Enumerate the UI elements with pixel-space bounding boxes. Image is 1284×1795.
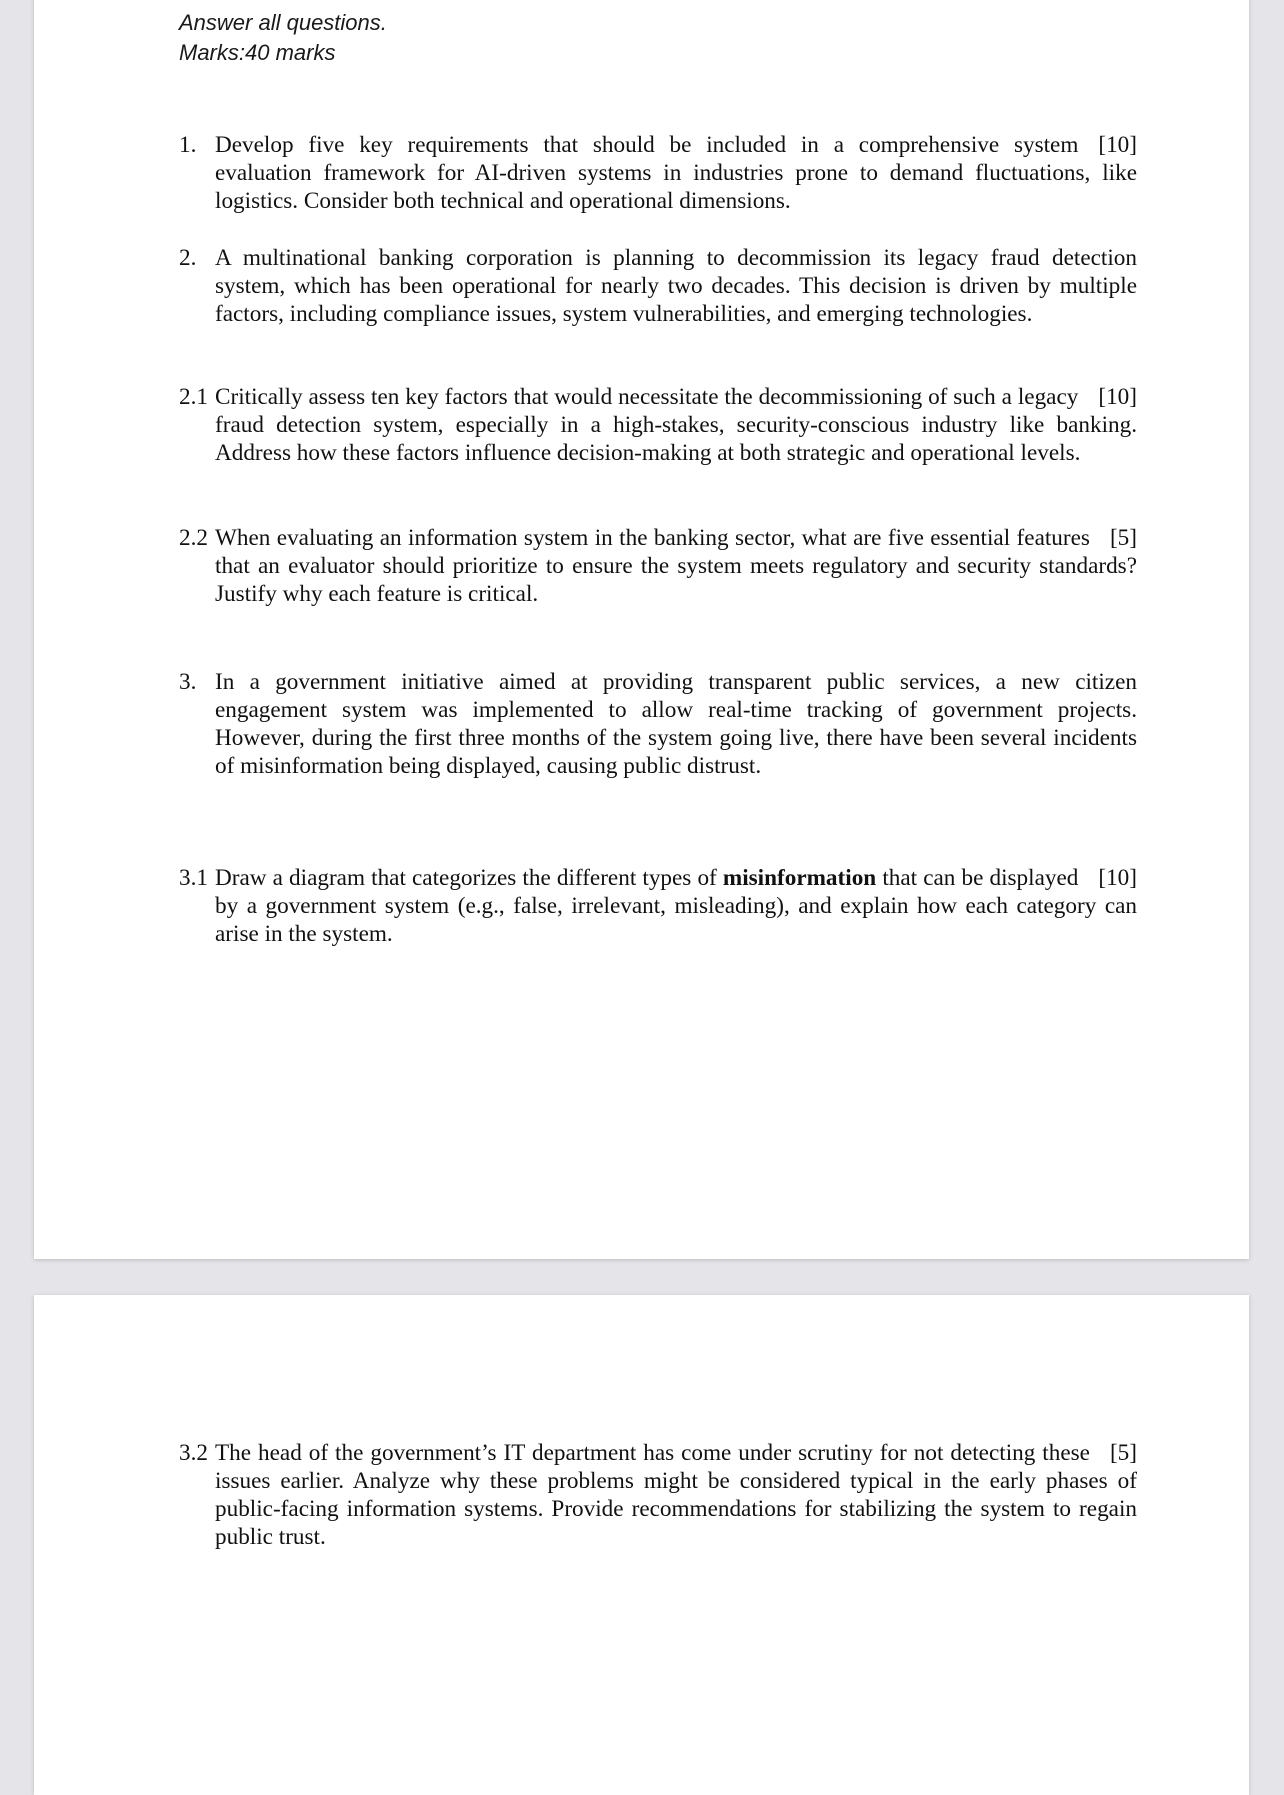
question-text: that can be displayed by a government system (e.g., false, irrelevant, misleading), and explain how each category can arise in the system. (215, 865, 1137, 947)
question-3-2 (179, 1439, 1137, 1551)
question-number: 1. (179, 132, 197, 158)
total-marks-text: Marks:40 marks (179, 40, 336, 65)
instructions-text: Answer all questions. (179, 10, 387, 35)
question-text: The head of the government’s IT department has come under scrutiny for not detecting these issues earlier. Analyze why these problems might be considered typical in the early phases of public-facing information systems. Provide recommendations for stabilizing the system to regain public trust. (215, 1440, 1137, 1550)
question-number: 2. (179, 245, 197, 271)
question-text: When evaluating an information system in the banking sector, what are five essential features that an evaluator should prioritize to ensure the system meets regulatory and security standards? Justify why each feature is critical. (215, 525, 1137, 607)
question-marks: [5] (1109, 525, 1137, 551)
question-2-1 (179, 383, 1137, 467)
question-2-2 (179, 524, 1137, 608)
question-text: Critically assess ten key factors that would necessitate the decommissioning of such a legacy fraud detection system, especially in a high-stakes, security-conscious industry like banking. Address how these factors influence decision-making at both strategic and operational levels. (215, 384, 1137, 466)
question-1 (179, 131, 1137, 215)
question-text-emphasis: misinformation (722, 865, 877, 891)
document-page-2 (34, 1295, 1249, 1795)
question-text: In a government initiative aimed at providing transparent public services, a new citizen engagement system was implemented to allow real-time tracking of government projects. However, during the first three months of the system going live, there have been several incidents of misinformation being displayed, causing public distrust. (215, 669, 1137, 779)
question-3 (179, 668, 1137, 780)
question-text: Develop five key requirements that should be included in a comprehensive system evaluation framework for AI-driven systems in industries prone to demand fluctuations, like logistics. Consider both technical and operational dimensions. (215, 132, 1137, 214)
document-page-1 (34, 0, 1249, 1259)
question-marks: [5] (1109, 1440, 1137, 1466)
question-number: 3. (179, 669, 197, 695)
question-number: 2.1 (179, 384, 208, 410)
question-marks: [10] (1098, 132, 1137, 158)
question-marks: [10] (1098, 384, 1137, 410)
question-number: 3.1 (179, 865, 208, 891)
question-text: Draw a diagram that categorizes the different types of (215, 865, 717, 891)
question-2 (179, 244, 1137, 328)
question-number: 2.2 (179, 525, 208, 551)
question-marks: [10] (1098, 865, 1137, 891)
question-3-1 (179, 864, 1137, 948)
question-number: 3.2 (179, 1440, 208, 1466)
question-text: A multinational banking corporation is planning to decommission its legacy fraud detection system, which has been operational for nearly two decades. This decision is driven by multiple factors, including compliance issues, system vulnerabilities, and emerging technologies. (215, 245, 1137, 327)
